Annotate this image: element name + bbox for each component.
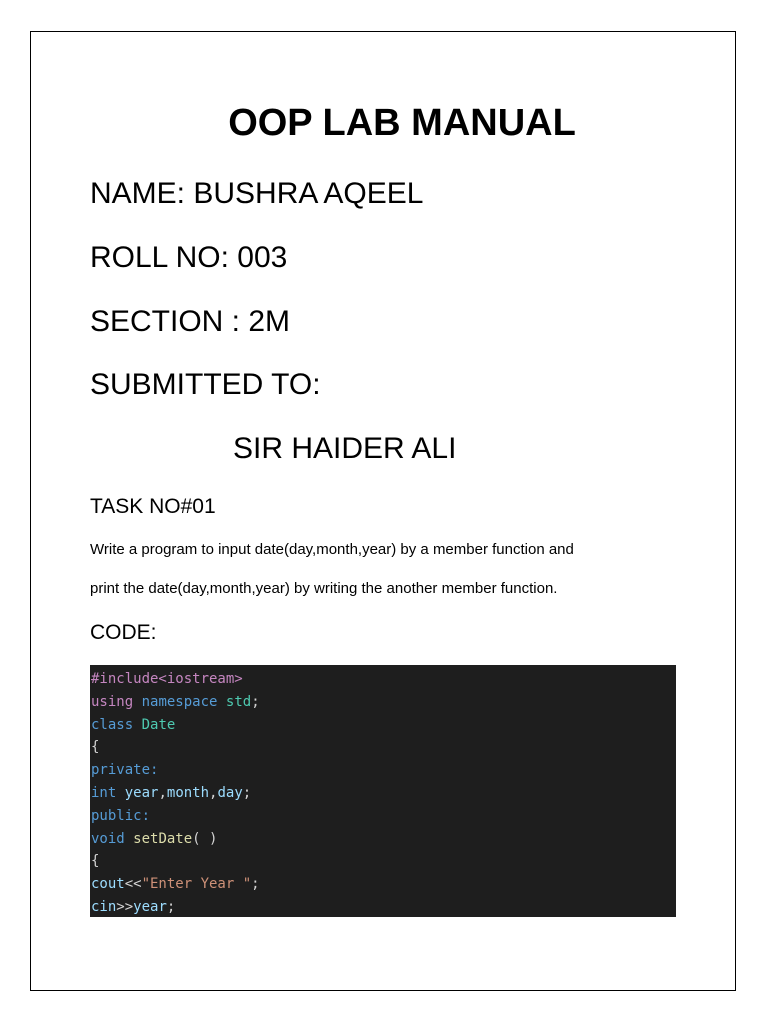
submitted-to-label: SUBMITTED TO: — [90, 368, 321, 401]
teacher-name: SIR HAIDER ALI — [233, 432, 457, 465]
task-heading: TASK NO#01 — [90, 495, 216, 518]
code-token: int — [91, 784, 117, 801]
code-token: setDate — [133, 830, 193, 847]
code-token — [133, 717, 141, 733]
student-name: NAME: BUSHRA AQEEL — [90, 177, 424, 210]
task-description-line-2: print the date(day,month,year) by writing the another member function. — [90, 580, 558, 597]
document-title: OOP LAB MANUAL — [228, 102, 576, 144]
code-token: std — [225, 693, 252, 710]
code-token: year — [124, 784, 159, 801]
task-description-line-1: Write a program to input date(day,month,year) by a member function and — [90, 541, 574, 558]
code-token: month — [166, 784, 210, 801]
roll-number: ROLL NO: 003 — [90, 241, 288, 274]
code-token: #include<iostream> — [91, 671, 243, 687]
code-token — [133, 694, 141, 710]
code-token: { — [91, 853, 100, 870]
code-line — [91, 668, 676, 691]
code-token — [116, 785, 124, 801]
code-token: ; — [166, 898, 176, 915]
code-line — [91, 805, 676, 828]
code-token: ( ) — [192, 830, 218, 847]
code-token: "Enter Year " — [141, 876, 252, 893]
code-line — [91, 691, 676, 714]
code-token: day — [217, 784, 243, 801]
code-line — [91, 828, 676, 851]
code-token: private: — [91, 762, 159, 779]
code-token — [217, 694, 225, 710]
code-token: cin — [91, 898, 117, 915]
code-token: void — [91, 830, 125, 847]
code-token: class — [91, 716, 134, 733]
code-token: cout — [91, 876, 125, 893]
code-line — [91, 736, 676, 759]
code-token — [125, 831, 133, 847]
section: SECTION : 2M — [90, 305, 291, 338]
code-heading: CODE: — [90, 621, 157, 644]
code-block — [90, 665, 676, 917]
code-token: Date — [141, 716, 176, 733]
code-token: year — [133, 898, 167, 915]
code-line — [91, 896, 676, 917]
code-token: , — [158, 784, 167, 801]
code-token: ; — [251, 693, 260, 710]
code-token: using — [91, 693, 134, 710]
code-token: ; — [242, 784, 252, 801]
code-line — [91, 759, 676, 782]
code-line — [91, 714, 676, 737]
code-line — [91, 873, 676, 896]
code-token: { — [91, 739, 100, 756]
code-token: public: — [91, 807, 151, 824]
code-line — [91, 782, 676, 805]
code-token: namespace — [141, 693, 218, 710]
code-line — [91, 850, 676, 873]
code-token: , — [209, 784, 218, 801]
code-token: >> — [116, 898, 134, 915]
code-token: << — [124, 876, 142, 893]
code-token: ; — [251, 876, 260, 893]
